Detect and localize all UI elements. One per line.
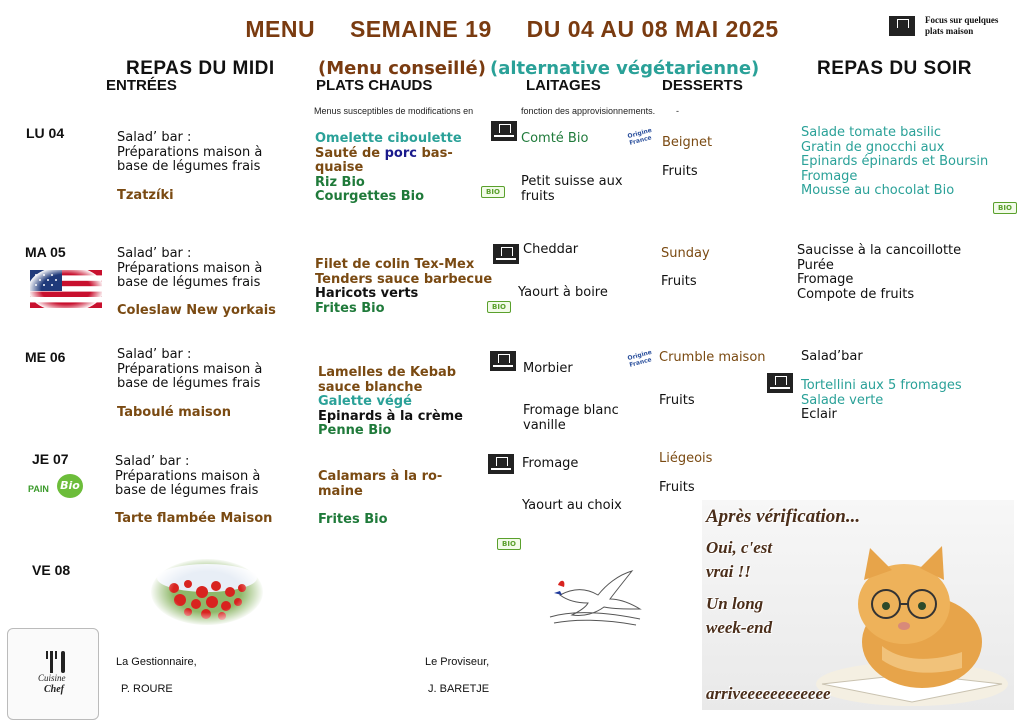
proviseur-title: Le Proviseur, <box>425 656 490 668</box>
soir-line: Compote de fruits <box>797 286 915 302</box>
day-label-mercredi: ME 06 <box>25 349 66 365</box>
entree-line: base de légumes frais <box>115 483 259 498</box>
plats-jeudi <box>318 470 488 499</box>
entree-line: Préparations maison à <box>115 468 261 484</box>
laitage-text: Petit suisse aux <box>521 174 623 189</box>
laitage-jeudi-2: Yaourt au choix <box>522 498 622 513</box>
accompagnement: Frites Bio <box>315 300 385 316</box>
laitage-lundi-1 <box>521 132 588 147</box>
soir-line: Fromage <box>801 168 858 184</box>
soir-line: Saucisse à la cancoillotte <box>797 243 962 258</box>
plat-porc: porc <box>384 145 417 161</box>
laitage-lundi-2 <box>521 175 623 204</box>
bio-badge-icon: BIO <box>481 186 505 198</box>
fait-maison-icon <box>488 454 514 474</box>
entree-mercredi <box>117 348 262 392</box>
gestionnaire-name: P. ROURE <box>121 683 173 695</box>
column-plats-chauds: PLATS CHAUDS <box>316 77 433 94</box>
cat-text-line1: Après vérification... <box>706 506 861 527</box>
dessert-jeudi-1: Liégeois <box>659 451 713 466</box>
cat-text-line3: vrai !! <box>706 562 751 581</box>
column-entrees: ENTRÉES <box>106 77 177 94</box>
fait-maison-icon <box>491 121 517 141</box>
note-left: Menus susceptibles de modifications en <box>314 106 474 116</box>
entree-special-jeudi: Tarte flambée Maison <box>115 511 273 526</box>
origine-france-icon: Origine France <box>626 126 653 147</box>
fait-maison-icon <box>493 244 519 264</box>
soir-line: Eclair <box>801 407 837 422</box>
bio-badge-icon: BIO <box>993 202 1017 214</box>
focus-legend <box>889 16 1019 40</box>
fait-maison-icon <box>767 373 793 393</box>
entree-special-lundi: Tzatzíki <box>117 188 174 203</box>
entree-line: Préparations maison à <box>117 144 263 160</box>
laitage-text: Comté Bio <box>521 131 589 146</box>
chef-logo-icon <box>7 628 99 720</box>
cat-text-line2: Oui, c'est <box>706 538 773 557</box>
accompagnement: Epinards à la crème <box>318 408 463 424</box>
entree-line: Préparations maison à <box>117 361 263 377</box>
heading-menu-conseille: (Menu conseillé) <box>318 58 486 79</box>
cat-reading-image <box>702 500 1014 710</box>
soir-line: Salade verte <box>801 392 884 408</box>
plat-principal <box>315 147 490 162</box>
page-title <box>0 16 1024 43</box>
note-right: fonction des approvisionnements. <box>521 106 656 116</box>
soir-mardi <box>797 244 961 302</box>
plat-principal: sauce blanche <box>318 379 423 395</box>
accompagnement: Penne Bio <box>318 423 392 438</box>
dessert-lundi-1: Beignet <box>662 135 713 150</box>
plat-vegetarien: Omelette ciboulette <box>315 131 462 146</box>
plat-principal: maine <box>318 483 363 499</box>
bio-badge-icon: BIO <box>487 301 511 313</box>
heading-alternative-vegetarienne: (alternative végétarienne) <box>490 58 760 79</box>
heading-repas-midi: REPAS DU MIDI <box>126 58 275 79</box>
soir-line: Purée <box>797 257 834 273</box>
cat-text-line4: Un long <box>706 594 764 613</box>
chef-logo-line1: Cuisine <box>38 673 66 683</box>
soir-lundi <box>801 126 988 199</box>
plat-text: Sauté de <box>315 145 381 161</box>
laitage-mercredi-1: Morbier <box>523 361 573 376</box>
day-label-jeudi: JE 07 <box>32 451 69 467</box>
column-laitages: LAITAGES <box>526 77 601 94</box>
entree-mardi <box>117 247 262 291</box>
entree-line: Préparations maison à <box>117 260 263 276</box>
column-desserts: DESSERTS <box>662 77 743 94</box>
entree-line: base de légumes frais <box>117 159 261 174</box>
cat-text-line6: arriveeeeeeeeeeee <box>706 684 831 703</box>
plats-lundi <box>315 132 490 205</box>
dessert-mardi-1: Sunday <box>661 246 710 261</box>
soir-line: Mousse au chocolat Bio <box>801 183 955 198</box>
us-flag-icon <box>28 266 104 312</box>
entree-line: Salad’ bar : <box>115 454 190 469</box>
bio-badge-icon: BIO <box>497 538 521 550</box>
laitage-text: vanille <box>523 417 566 433</box>
poppies-image <box>150 558 264 626</box>
plats-mardi <box>315 258 505 316</box>
entree-line: base de légumes frais <box>117 376 261 391</box>
dessert-mardi-2: Fruits <box>661 274 697 289</box>
proviseur-name: J. BARETJE <box>428 683 490 695</box>
laitage-mercredi-2 <box>523 404 619 433</box>
dessert-mercredi-1: Crumble maison <box>659 350 766 365</box>
entree-special-mercredi: Taboulé maison <box>117 405 231 420</box>
title-semaine: SEMAINE 19 <box>349 16 492 42</box>
laitage-mardi-1: Cheddar <box>523 242 579 257</box>
accompagnement-jeudi: Frites Bio <box>318 512 388 527</box>
plat-principal: Tenders sauce barbecue <box>315 271 493 287</box>
plat-principal: Filet de colin Tex-Mex <box>315 257 475 272</box>
heading-repas-soir: REPAS DU SOIR <box>817 58 973 79</box>
day-label-mardi: MA 05 <box>25 244 66 260</box>
bio-leaf-icon: Bio <box>57 474 83 498</box>
soir-line: Fromage <box>797 272 854 287</box>
entree-line: base de légumes frais <box>117 275 261 290</box>
soir-line: Tortellini aux 5 fromages <box>801 378 962 393</box>
soir-line: Gratin de gnocchi aux <box>801 139 945 155</box>
fait-maison-icon <box>889 16 915 36</box>
focus-legend-text: Focus sur quelques plats maison <box>925 15 999 36</box>
cat-illustration <box>812 534 1012 710</box>
dessert-mercredi-2: Fruits <box>659 393 695 408</box>
accompagnement: Haricots verts <box>315 286 419 301</box>
accompagnement: Courgettes Bio <box>315 189 425 204</box>
accompagnement: Riz Bio <box>315 174 365 190</box>
laitage-mardi-2: Yaourt à boire <box>518 285 608 300</box>
dessert-lundi-2: Fruits <box>662 164 698 179</box>
soir-line: Salade tomate basilic <box>801 125 942 140</box>
soir-line: Epinards épinards et Boursin <box>801 154 989 169</box>
origine-france-icon: Origine France <box>626 348 653 369</box>
entree-line: Salad’ bar : <box>117 246 192 261</box>
entree-line: Salad’ bar : <box>117 130 192 145</box>
note-dash: - <box>676 106 679 116</box>
laitage-text: fruits <box>521 188 555 204</box>
fait-maison-icon <box>490 351 516 371</box>
entree-jeudi <box>115 455 260 499</box>
laitage-text: Fromage blanc <box>523 403 619 418</box>
pain-bio-label <box>28 484 49 494</box>
plat-principal: Calamars à la ro- <box>318 469 443 484</box>
dessert-jeudi-2: Fruits <box>659 480 695 495</box>
entree-special-mardi: Coleslaw New yorkais <box>117 303 276 318</box>
plat-text: bas- <box>421 145 453 161</box>
plat-principal: Lamelles de Kebab <box>318 365 457 380</box>
entree-lundi <box>117 131 262 175</box>
day-label-vendredi: VE 08 <box>32 562 71 578</box>
entree-line: Salad’ bar : <box>117 347 192 362</box>
laitage-jeudi-1: Fromage <box>522 456 579 471</box>
cat-text-line5: week-end <box>706 618 773 637</box>
soir-mercredi-rest <box>801 379 962 423</box>
title-menu: MENU <box>245 16 316 42</box>
soir-mercredi-1: Salad’bar <box>801 349 863 364</box>
title-dates: DU 04 AU 08 MAI 2025 <box>526 16 779 42</box>
gestionnaire-title: La Gestionnaire, <box>116 656 197 668</box>
day-label-lundi: LU 04 <box>26 125 65 141</box>
plat-principal-suite: quaise <box>315 160 364 175</box>
peace-dove-icon <box>540 565 650 627</box>
plat-vegetarien: Galette végé <box>318 394 412 409</box>
chef-logo-line2: Chef <box>44 684 64 695</box>
plats-mercredi <box>318 366 498 439</box>
pain-text: PAIN <box>28 484 49 494</box>
